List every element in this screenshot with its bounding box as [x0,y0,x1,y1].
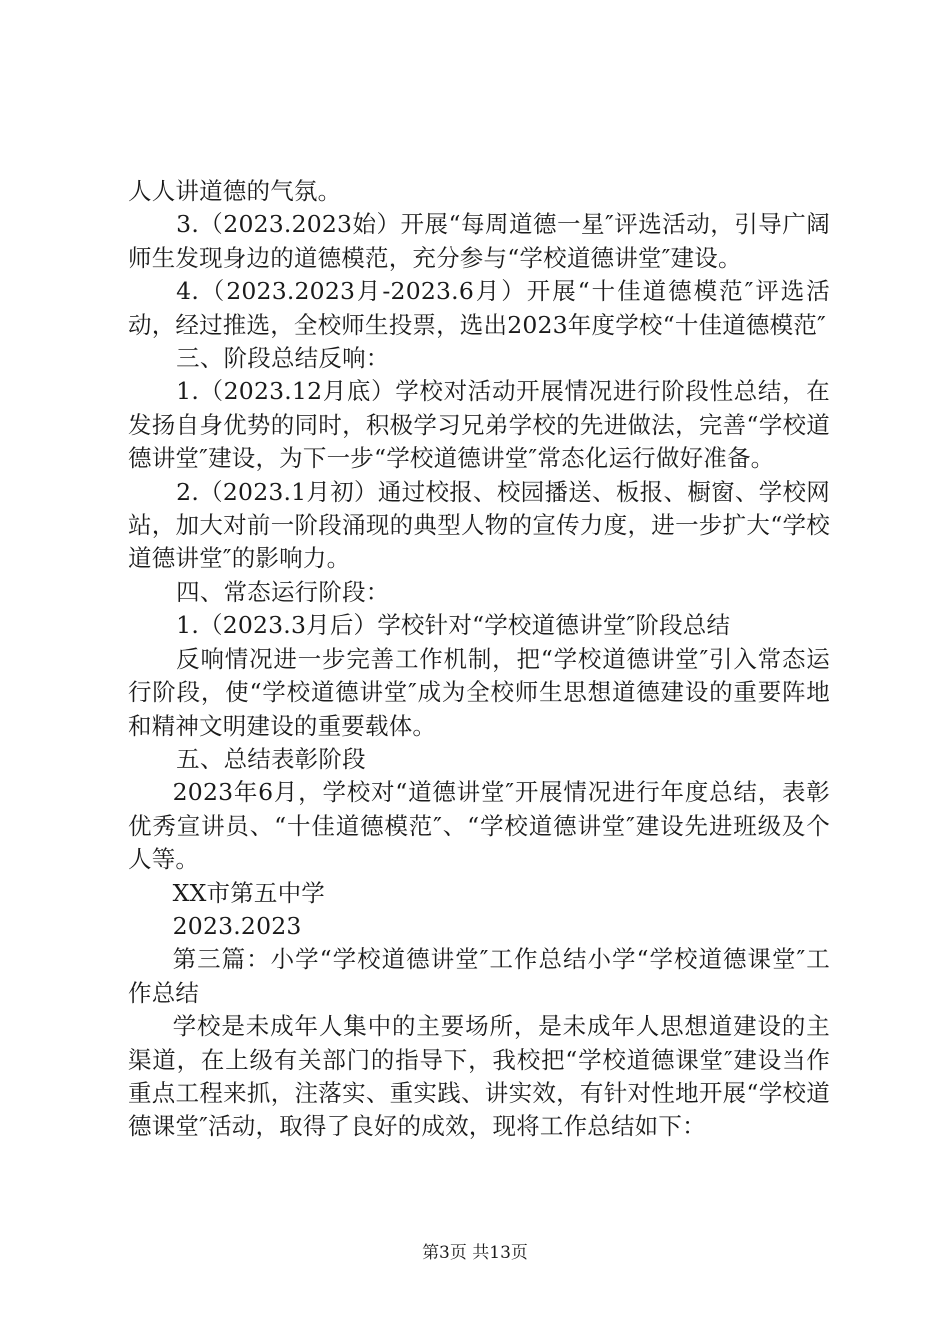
chapter-title: 第三篇：小学“学校道德讲堂″工作总结小学“学校道德课堂″工作总结 [128,945,830,1007]
paragraph: 3.（2023.2023始）开展“每周道德一星″评选活动，引导广阔师生发现身边的道德模范，充分参与“学校道德讲堂″建设。 [128,210,830,272]
paragraph: 反响情况进一步完善工作机制，把“学校道德讲堂″引入常态运行阶段，使“学校道德讲堂″成为全校师生思想道德建设的重要阵地和精神文明建设的重要载体。 [128,644,830,740]
paragraph: 1.（2023.12月底）学校对活动开展情况进行阶段性总结，在发扬自身优势的同时，积极学习兄弟学校的先进做法，完善“学校道德讲堂″建设，为下一步“学校道德讲堂″常态化运行做好准备。 [128,377,830,473]
signature-org: XX市第五中学 [172,878,326,907]
paragraph: 2.（2023.1月初）通过校报、校园播送、板报、橱窗、学校网站，加大对前一阶段涌现的典型人物的宣传力度，进一步扩大“学校道德讲堂″的影响力。 [128,477,830,573]
document-body [128,175,830,1144]
paragraph: 4.（2023.2023月-2023.6月）开展“十佳道德模范″评选活动，经过推选，全校师生投票，选出2023年度学校“十佳道德模范″ [128,277,830,339]
paragraph: 2023年6月，学校对“道德讲堂″开展情况进行年度总结，表彰优秀宣讲员、“十佳道德模范″、“学校道德讲堂″建设先进班级及个人等。 [128,778,830,874]
page-number-label: 第3页 共13页 [422,1243,528,1263]
section-heading: 三、阶段总结反响： [176,344,390,373]
paragraph: 人人讲道德的气氛。 [128,177,342,205]
signature-date: 2023.2023 [172,911,302,940]
page-footer [0,1243,950,1263]
paragraph: 1.（2023.3月后）学校针对“学校道德讲堂″阶段总结 [176,611,731,640]
section-heading: 五、总结表彰阶段 [176,744,366,773]
paragraph: 学校是未成年人集中的主要场所，是未成年人思想道建设的主渠道，在上级有关部门的指导下，我校把“学校道德课堂″建设当作重点工程来抓，注落实、重实践、讲实效，有针对性地开展“学校道德课堂″活动，取得了良好的成效，现将工作总结如下： [128,1012,830,1141]
section-heading: 四、常态运行阶段： [176,577,390,606]
